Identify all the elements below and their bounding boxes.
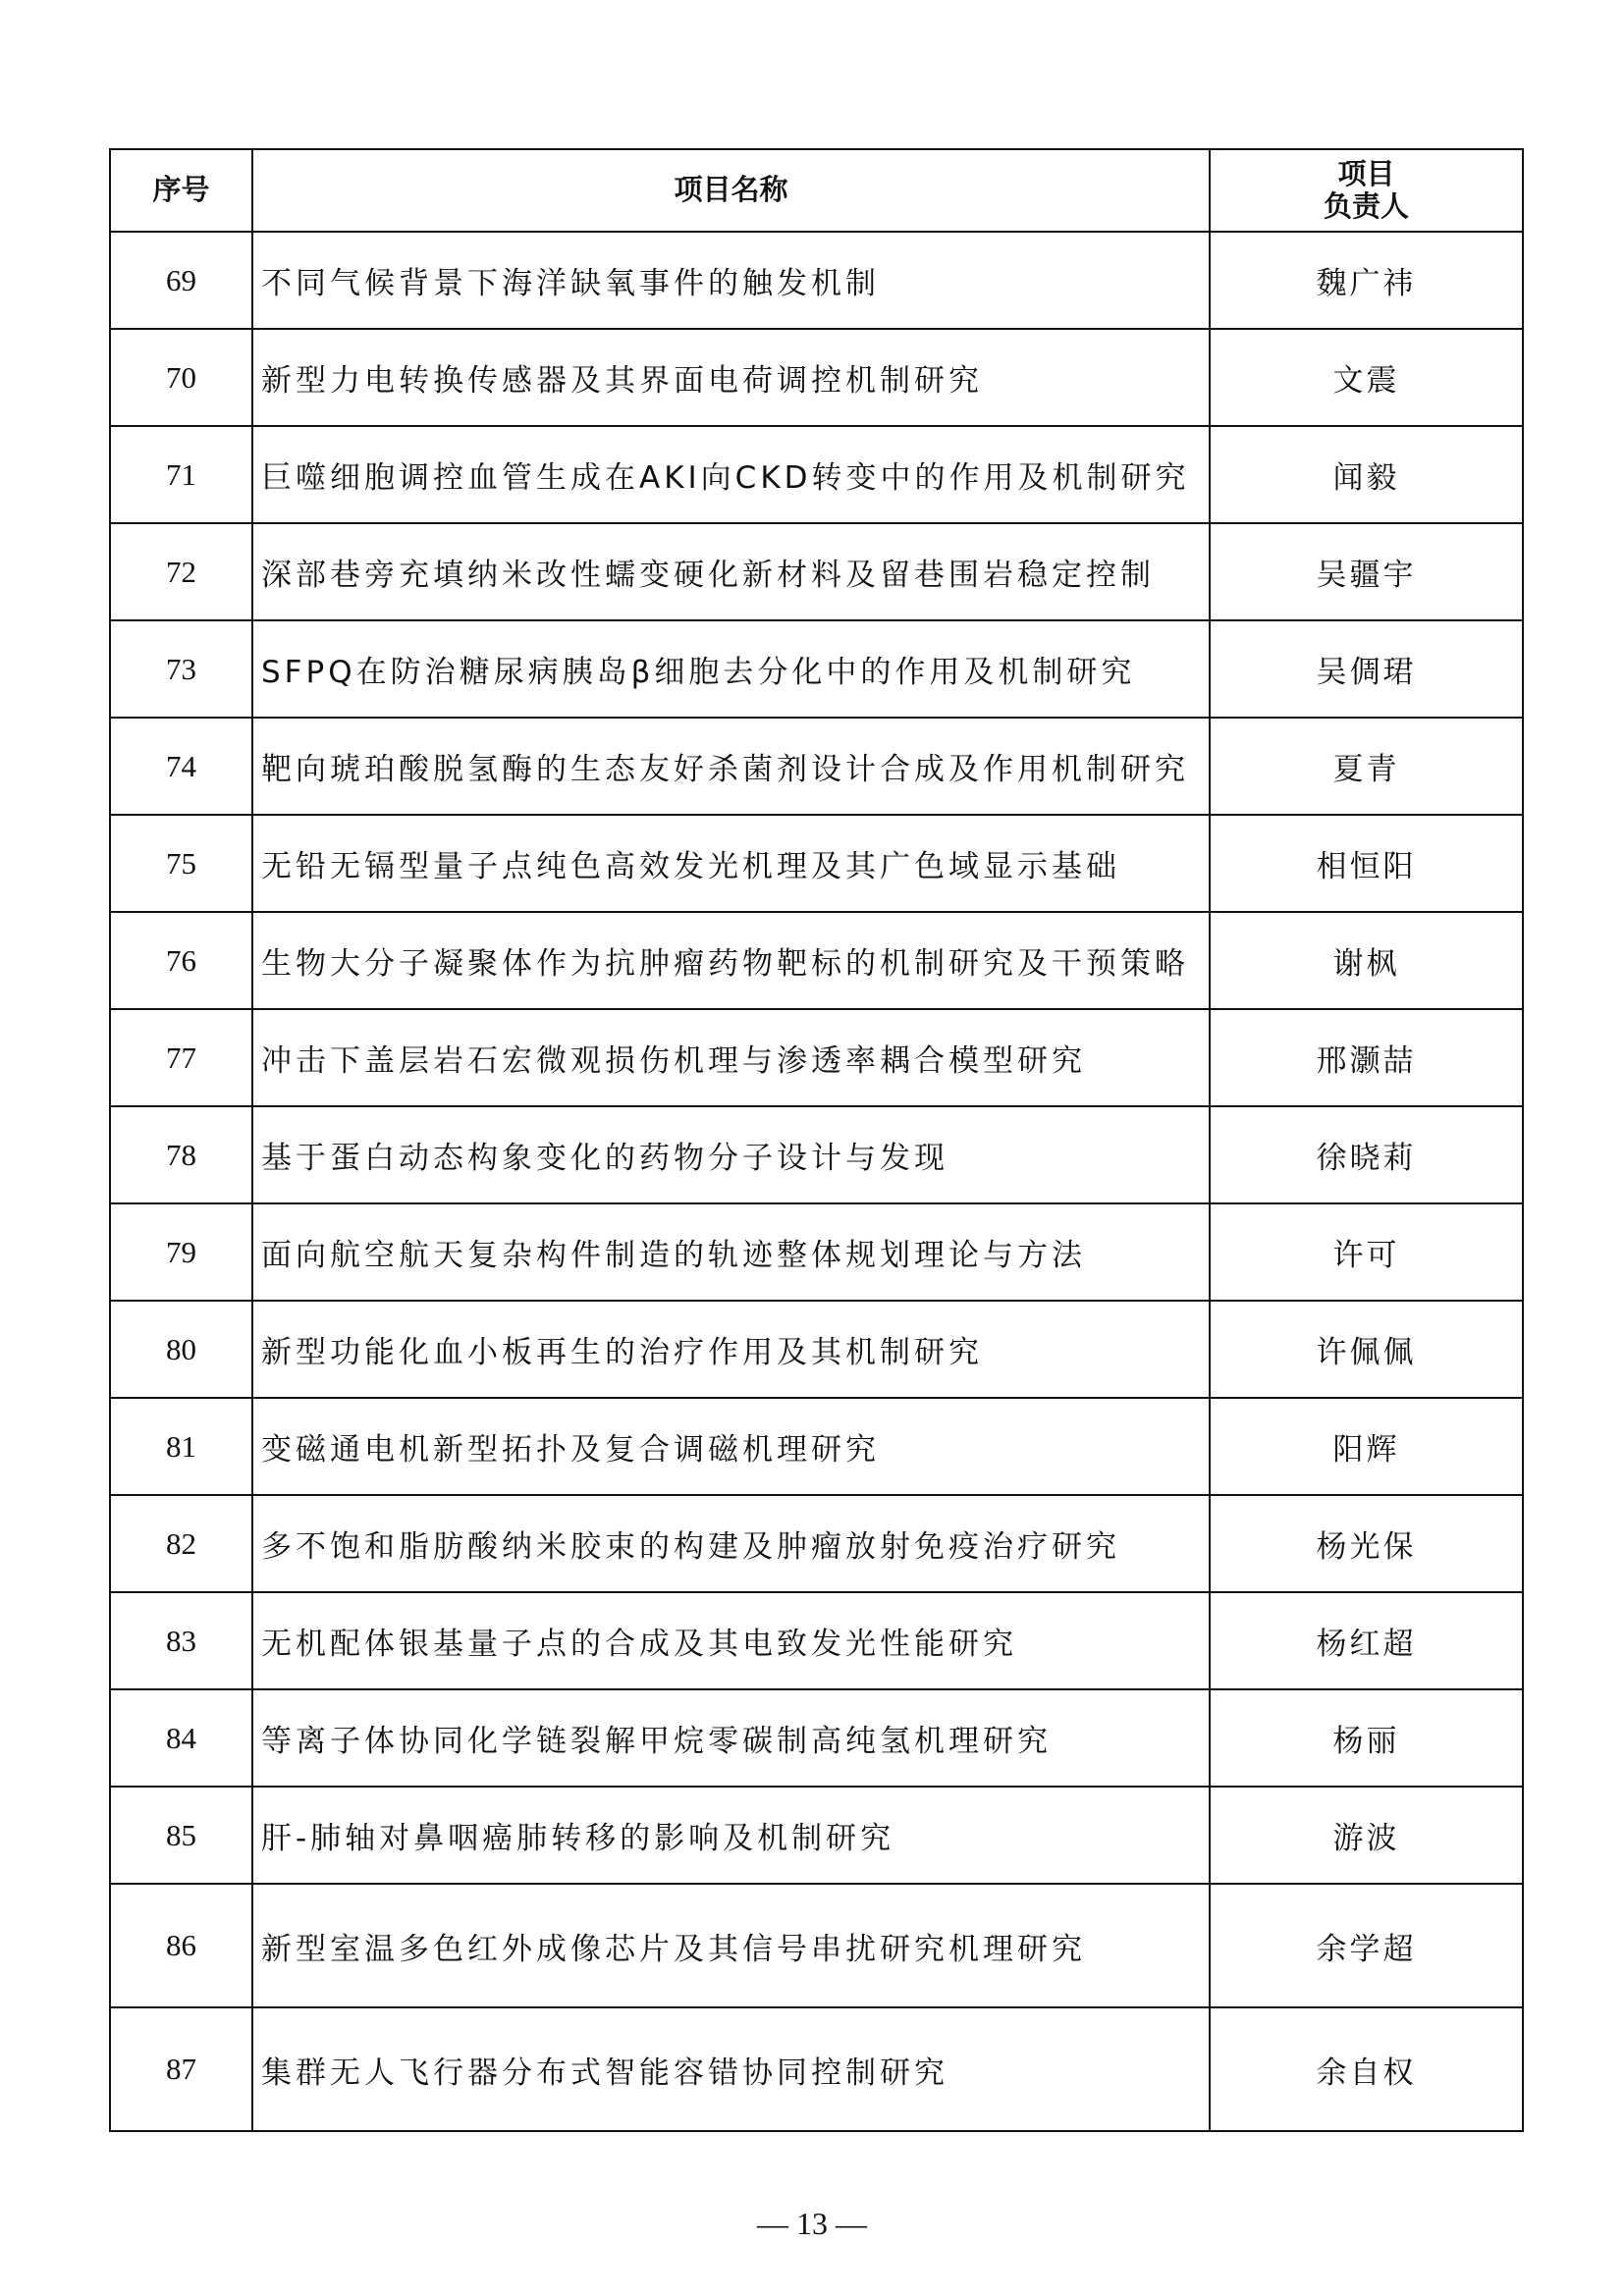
project-lead-cell: 吴疆宇 — [1210, 523, 1523, 620]
table-row — [110, 2007, 1523, 2131]
serial-number-cell: 73 — [110, 620, 252, 718]
serial-number-cell: 83 — [110, 1592, 252, 1689]
serial-number-cell: 86 — [110, 1884, 252, 2007]
project-lead-cell: 游波 — [1210, 1787, 1523, 1884]
serial-number-cell: 79 — [110, 1203, 252, 1301]
project-lead-cell: 许佩佩 — [1210, 1301, 1523, 1398]
table-row — [110, 329, 1523, 426]
table-row — [110, 1398, 1523, 1495]
project-lead-cell: 杨丽 — [1210, 1689, 1523, 1787]
serial-number-cell: 72 — [110, 523, 252, 620]
serial-number-cell: 80 — [110, 1301, 252, 1398]
serial-number-cell: 81 — [110, 1398, 252, 1495]
table-row — [110, 718, 1523, 815]
table-row — [110, 1106, 1523, 1203]
header-project-name: 项目名称 — [252, 149, 1210, 232]
serial-number-cell: 71 — [110, 426, 252, 523]
serial-number-cell: 69 — [110, 232, 252, 329]
serial-number-cell: 74 — [110, 718, 252, 815]
serial-number-cell: 85 — [110, 1787, 252, 1884]
project-name-cell: 无铅无镉型量子点纯色高效发光机理及其广色域显示基础 — [252, 815, 1210, 912]
project-name-cell: 无机配体银基量子点的合成及其电致发光性能研究 — [252, 1592, 1210, 1689]
page-number: — 13 — — [757, 2206, 867, 2241]
serial-number-cell: 77 — [110, 1009, 252, 1106]
project-name-cell: SFPQ在防治糖尿病胰岛β细胞去分化中的作用及机制研究 — [252, 620, 1210, 718]
serial-number-cell: 87 — [110, 2007, 252, 2131]
header-project-lead-line2: 负责人 — [1323, 189, 1409, 223]
table-row — [110, 523, 1523, 620]
project-lead-cell: 杨光保 — [1210, 1495, 1523, 1592]
project-lead-cell: 相恒阳 — [1210, 815, 1523, 912]
project-lead-cell: 阳辉 — [1210, 1398, 1523, 1495]
header-project-lead — [1210, 149, 1523, 232]
table-row — [110, 1495, 1523, 1592]
project-lead-cell: 徐晓莉 — [1210, 1106, 1523, 1203]
project-lead-cell: 邢灏喆 — [1210, 1009, 1523, 1106]
serial-number-cell: 76 — [110, 912, 252, 1009]
project-name-cell: 冲击下盖层岩石宏微观损伤机理与渗透率耦合模型研究 — [252, 1009, 1210, 1106]
table-row — [110, 232, 1523, 329]
project-lead-cell: 文震 — [1210, 329, 1523, 426]
project-name-cell: 生物大分子凝聚体作为抗肿瘤药物靶标的机制研究及干预策略 — [252, 912, 1210, 1009]
table-row — [110, 426, 1523, 523]
table-row — [110, 912, 1523, 1009]
project-lead-cell: 魏广祎 — [1210, 232, 1523, 329]
project-name-cell: 新型功能化血小板再生的治疗作用及其机制研究 — [252, 1301, 1210, 1398]
serial-number-cell: 78 — [110, 1106, 252, 1203]
project-name-cell: 不同气候背景下海洋缺氧事件的触发机制 — [252, 232, 1210, 329]
project-name-cell: 集群无人飞行器分布式智能容错协同控制研究 — [252, 2007, 1210, 2131]
project-name-cell: 多不饱和脂肪酸纳米胶束的构建及肿瘤放射免疫治疗研究 — [252, 1495, 1210, 1592]
serial-number-cell: 82 — [110, 1495, 252, 1592]
project-name-cell: 新型室温多色红外成像芯片及其信号串扰研究机理研究 — [252, 1884, 1210, 2007]
table-row — [110, 1884, 1523, 2007]
header-serial-number: 序号 — [110, 149, 252, 232]
serial-number-cell: 84 — [110, 1689, 252, 1787]
table-row — [110, 1009, 1523, 1106]
project-lead-cell: 吴倜珺 — [1210, 620, 1523, 718]
project-lead-cell: 谢枫 — [1210, 912, 1523, 1009]
project-lead-cell: 余学超 — [1210, 1884, 1523, 2007]
table-header — [110, 149, 1523, 232]
table-row — [110, 1689, 1523, 1787]
project-name-cell: 巨噬细胞调控血管生成在AKI向CKD转变中的作用及机制研究 — [252, 426, 1210, 523]
project-name-cell: 新型力电转换传感器及其界面电荷调控机制研究 — [252, 329, 1210, 426]
project-name-cell: 深部巷旁充填纳米改性蠕变硬化新材料及留巷围岩稳定控制 — [252, 523, 1210, 620]
table-row — [110, 1592, 1523, 1689]
project-name-cell: 变磁通电机新型拓扑及复合调磁机理研究 — [252, 1398, 1210, 1495]
project-table — [109, 148, 1524, 2132]
header-project-lead-line1: 项目 — [1337, 156, 1395, 190]
table-row — [110, 1787, 1523, 1884]
project-lead-cell: 闻毅 — [1210, 426, 1523, 523]
project-lead-cell: 余自权 — [1210, 2007, 1523, 2131]
project-lead-cell: 许可 — [1210, 1203, 1523, 1301]
project-lead-cell: 杨红超 — [1210, 1592, 1523, 1689]
table-row — [110, 1203, 1523, 1301]
serial-number-cell: 70 — [110, 329, 252, 426]
header-row — [110, 149, 1523, 232]
project-lead-cell: 夏青 — [1210, 718, 1523, 815]
table-body — [110, 232, 1523, 2131]
project-name-cell: 基于蛋白动态构象变化的药物分子设计与发现 — [252, 1106, 1210, 1203]
project-name-cell: 面向航空航天复杂构件制造的轨迹整体规划理论与方法 — [252, 1203, 1210, 1301]
project-name-cell: 等离子体协同化学链裂解甲烷零碳制高纯氢机理研究 — [252, 1689, 1210, 1787]
project-name-cell: 靶向琥珀酸脱氢酶的生态友好杀菌剂设计合成及作用机制研究 — [252, 718, 1210, 815]
table-row — [110, 620, 1523, 718]
table-row — [110, 815, 1523, 912]
table-row — [110, 1301, 1523, 1398]
project-name-cell: 肝-肺轴对鼻咽癌肺转移的影响及机制研究 — [252, 1787, 1210, 1884]
serial-number-cell: 75 — [110, 815, 252, 912]
